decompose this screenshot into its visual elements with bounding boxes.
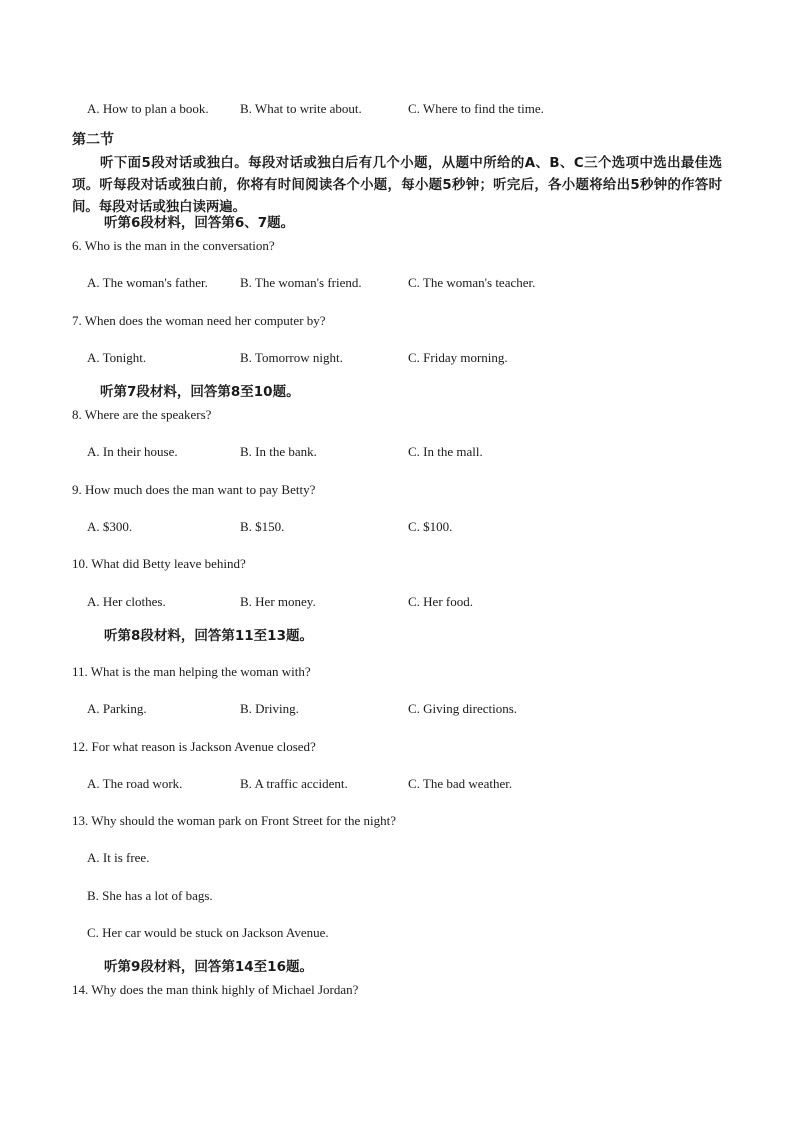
q8-option-b: B. In the bank. [240,444,317,459]
q10-option-a: A. Her clothes. [87,594,166,609]
q5-option-c: C. Where to find the time. [408,101,544,116]
q5-option-b: B. What to write about. [240,101,362,116]
question-13: 13. Why should the woman park on Front Street for the night? [72,813,396,828]
q10-option-b: B. Her money. [240,594,316,609]
q13-option-c: C. Her car would be stuck on Jackson Avenue. [87,925,329,940]
material-7-heading: 听第7段材料，回答第8至10题。 [100,384,300,400]
question-14: 14. Why does the man think highly of Michael Jordan? [72,982,359,997]
q12-option-b: B. A traffic accident. [240,776,348,791]
q12-option-c: C. The bad weather. [408,776,513,791]
q5-option-a: A. How to plan a book. [87,101,209,116]
q8-option-c: C. In the mall. [408,444,483,459]
question-9: 9. How much does the man want to pay Betty? [72,482,316,497]
question-8: 8. Where are the speakers? [72,407,212,422]
q13-option-a: A. It is free. [87,850,150,865]
material-9-heading: 听第9段材料，回答第14至16题。 [104,959,313,975]
q9-option-b: B. $150. [240,519,285,534]
q11-option-a: A. Parking. [87,701,147,716]
material-8-heading: 听第8段材料，回答第11至13题。 [104,628,313,644]
q6-option-a: A. The woman's father. [87,275,208,290]
q7-option-b: B. Tomorrow night. [240,350,343,365]
question-6: 6. Who is the man in the conversation? [72,238,275,253]
q11-option-b: B. Driving. [240,701,299,716]
q8-option-a: A. In their house. [87,444,178,459]
section-title: 第二节 [72,132,114,148]
q9-option-a: A. $300. [87,519,133,534]
q11-option-c: C. Giving directions. [408,701,518,716]
q7-option-c: C. Friday morning. [408,350,508,365]
q9-option-c: C. $100. [408,519,453,534]
q13-option-b: B. She has a lot of bags. [87,888,213,903]
question-7: 7. When does the woman need her computer by? [72,313,326,328]
q12-option-a: A. The road work. [87,776,183,791]
q6-option-c: C. The woman's teacher. [408,275,536,290]
section-instructions: 听下面5段对话或独白。每段对话或独白后有几个小题，从题中所给的A、B、C三个选项中选出最佳选项。听每段对话或独白前，你将有时间阅读各个小题，每小题5秒钟；听完后，各小题将给出5秒钟的作答时间。每段对话或独白读两遍。 [72,156,722,215]
question-10: 10. What did Betty leave behind? [72,556,246,571]
q6-option-b: B. The woman's friend. [240,275,362,290]
question-11: 11. What is the man helping the woman with? [72,664,311,679]
q7-option-a: A. Tonight. [87,350,147,365]
material-6-heading: 听第6段材料，回答第6、7题。 [104,215,295,231]
q10-option-c: C. Her food. [408,594,473,609]
question-12: 12. For what reason is Jackson Avenue closed? [72,739,316,754]
